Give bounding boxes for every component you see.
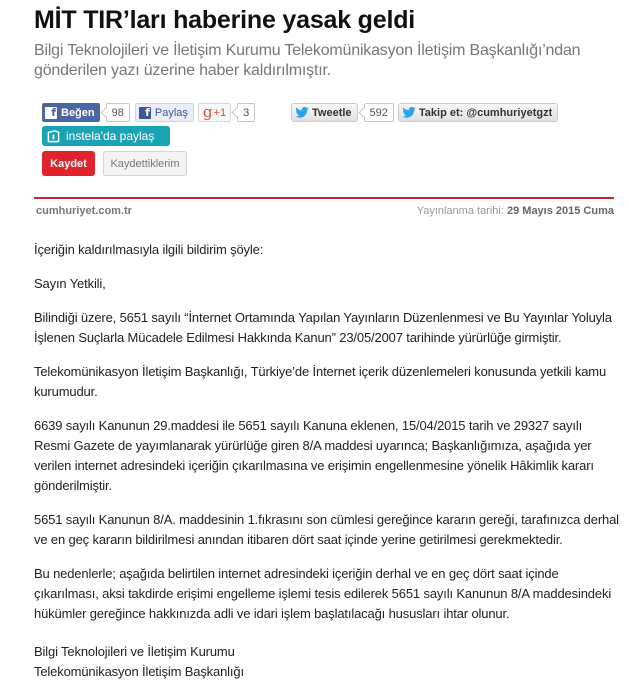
instela-share-label: instela'da paylaş [66, 129, 155, 143]
facebook-like-label: Beğen [61, 106, 95, 119]
article-body [34, 240, 619, 696]
body-paragraph: 5651 sayılı Kanunun 8/A. maddesinin 1.fıkrasını son cümlesi gereğince kararın gereği, tarafınızca derhal ve en geç kararın bildirilmesi anından itibaren dört saat içinde yerine getirilmesi gerekmektedir. [34, 512, 619, 547]
facebook-like-count: 98 [106, 103, 130, 122]
instela-share-button[interactable] [42, 126, 170, 146]
signature-line: Telekomünikasyon İletişim Başkanlığı [34, 664, 244, 679]
google-plus-icon: g [202, 103, 213, 121]
facebook-icon: f [139, 107, 151, 119]
save-button[interactable]: Kaydet [42, 151, 95, 176]
signature-line: Bilgi Teknolojileri ve İletişim Kurumu [34, 644, 235, 659]
google-plus-count: 3 [237, 103, 255, 122]
saved-items-button[interactable]: Kaydettiklerim [103, 151, 187, 176]
instela-icon [47, 130, 60, 143]
publish-date-value: 29 Mayıs 2015 Cuma [506, 205, 614, 217]
body-paragraph: Telekomünikasyon İletişim Başkanlığı, Türkiye’de İnternet içerik düzenlemeleri konusunda yetkili kamu kurumudur. [34, 364, 607, 399]
twitter-follow-label: Takip et: @cumhuriyetgzt [418, 106, 553, 119]
facebook-share-button[interactable] [135, 103, 194, 122]
article-title: MİT TIR’ları haberine yasak geldi [34, 6, 416, 34]
body-paragraph: Bu nedenlerle; aşağıda belirtilen internet adresindeki içeriğin derhal ve en geç dört saat içinde çıkarılması, aksi takdirde erişimi engelleme işlemi tesis edilerek 5651 sayılı Kanunun 8/A maddesindeki hükümler gereğince hakkınızda adli ve idari işlem başlatılacağı hususları ihtar olunur. [34, 566, 612, 621]
body-paragraph: Bilindiği üzere, 5651 sayılı “İnternet Ortamında Yapılan Yayınların Düzenlenmesi ve Bu Yayınlar Yoluyla İşlenen Suçlarla Mücadele Edilmesi Hakkında Kanun” 23/05/2007 tarihinde yürürlüğe girmiştir. [34, 310, 612, 345]
facebook-icon: f [45, 107, 57, 119]
twitter-bird-icon [295, 107, 309, 118]
tweet-label: Tweetle [312, 106, 352, 119]
google-plus-label: +1 [213, 106, 227, 119]
tweet-button[interactable] [291, 103, 358, 122]
signature [34, 642, 619, 682]
body-paragraph: 6639 sayılı Kanunun 29.maddesi ile 5651 sayılı Kanuna eklenen, 15/04/2015 tarih ve 29327 sayılı Resmi Gazete de yayımlanarak yürürlüğe giren 8/A maddesi uyarınca; Başkanlığımıza, aşağıda yer verilen internet adresindeki içeriğin çıkarılmasına ve erişimin engellenmesine yönelik Hâkimlik kararı gönderilmiştir. [34, 418, 594, 493]
google-plus-button[interactable] [198, 103, 231, 122]
article-subtitle: Bilgi Teknolojileri ve İletişim Kurumu Telekomünikasyon İletişim Başkanlığı’ndan gönderilen yazı üzerine haber kaldırılmıştır. [34, 42, 581, 79]
body-paragraph: Sayın Yetkili, [34, 276, 106, 291]
source-label: cumhuriyet.com.tr [36, 205, 132, 217]
facebook-like-button[interactable] [42, 103, 100, 122]
social-share-left [42, 103, 255, 122]
section-divider [34, 197, 614, 199]
twitter-follow-button[interactable] [398, 103, 558, 122]
publish-date [417, 205, 614, 217]
tweet-count: 592 [364, 103, 394, 122]
twitter-bird-icon [402, 107, 416, 118]
body-paragraph: İçeriğin kaldırılmasıyla ilgili bildirim şöyle: [34, 242, 264, 257]
social-share-twitter [291, 103, 558, 122]
facebook-share-label: Paylaş [154, 106, 188, 119]
publish-date-prefix: Yayınlanma tarihi: [416, 205, 504, 217]
